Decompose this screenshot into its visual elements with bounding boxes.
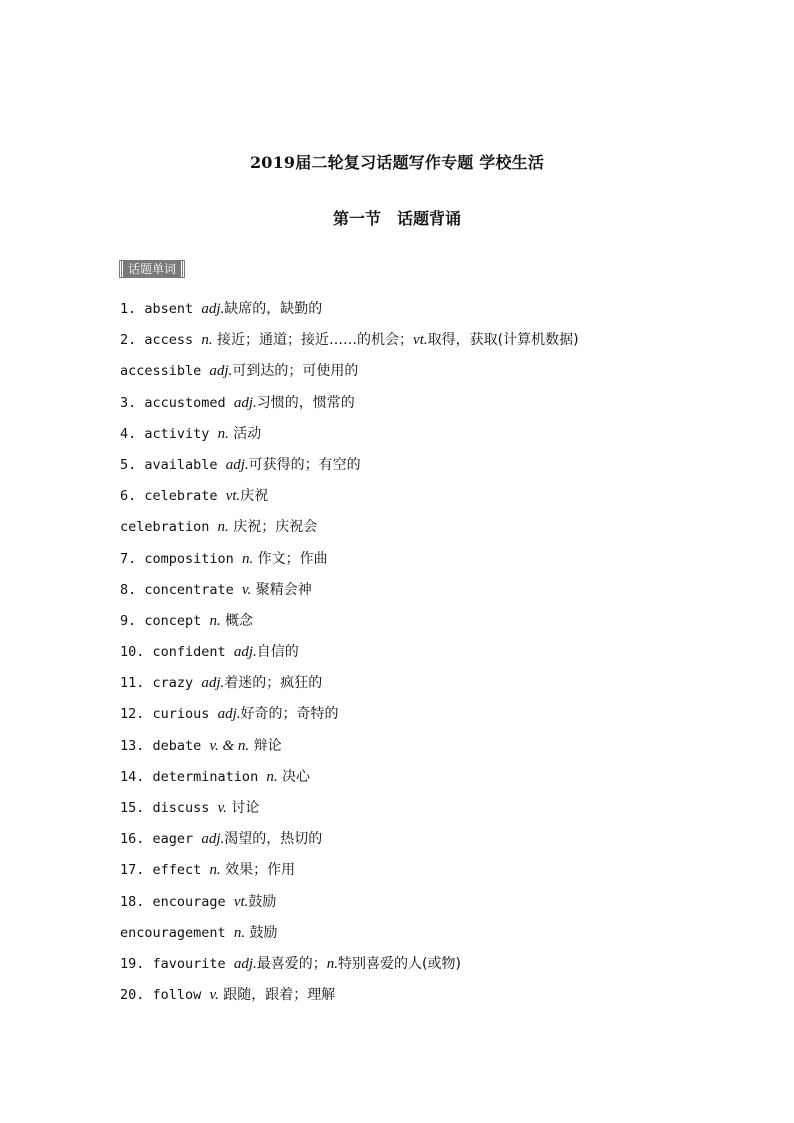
part-of-speech: v. — [217, 800, 227, 816]
entry-word: encourage — [152, 893, 226, 910]
definition: 跟随，跟着；理解 — [218, 987, 336, 1004]
entry-number: 10. — [120, 644, 145, 661]
definition: 效果；作用 — [220, 862, 296, 879]
entry-number: 2. — [120, 332, 137, 349]
definition: 活动 — [228, 425, 262, 442]
definition: 取得，获取(计算机数据) — [427, 332, 579, 349]
entry-number: 8. — [120, 581, 137, 598]
part-of-speech: n. — [326, 955, 338, 972]
entry-word: discuss — [152, 800, 210, 816]
entry-word: concentrate — [144, 581, 234, 598]
entry-word: concept — [144, 612, 202, 629]
vocab-entry — [120, 701, 740, 732]
vocab-entry — [120, 358, 740, 389]
vocab-entry — [120, 390, 740, 421]
entry-word: debate — [152, 737, 202, 754]
entry-word: accessible — [120, 363, 202, 380]
entry-word: confident — [152, 644, 226, 661]
vocab-entry — [120, 452, 740, 483]
entry-word: accustomed — [144, 394, 226, 411]
definition: 庆祝；庆祝会 — [228, 519, 318, 536]
part-of-speech: v. & n. — [209, 737, 250, 754]
entry-word: eager — [152, 831, 194, 848]
entry-word: celebrate — [144, 488, 218, 505]
vocab-entry — [120, 327, 740, 358]
vocab-entry — [120, 982, 740, 1013]
entry-number: 5. — [120, 456, 137, 473]
vocab-entry — [120, 795, 740, 826]
definition: 可获得的；有空的 — [248, 456, 361, 473]
part-of-speech: adj. — [233, 644, 257, 661]
definition: 作文；作曲 — [253, 550, 328, 567]
part-of-speech: n. — [201, 332, 213, 349]
part-of-speech: adj. — [225, 456, 249, 473]
entry-number: 11. — [120, 675, 145, 692]
entry-number: 14. — [120, 768, 145, 785]
part-of-speech: n. — [217, 425, 229, 442]
vocab-entry — [120, 733, 740, 764]
entry-number: 20. — [120, 987, 145, 1004]
part-of-speech: adj. — [233, 955, 257, 972]
vocab-entry — [120, 421, 740, 452]
part-of-speech: n. — [209, 612, 221, 629]
part-of-speech: vt. — [233, 893, 249, 910]
definition: 概念 — [220, 612, 254, 629]
entry-word: determination — [152, 768, 259, 785]
vocab-entry — [120, 577, 740, 608]
part-of-speech: vt. — [225, 488, 241, 505]
entry-word: absent — [144, 301, 194, 317]
vocab-entry — [120, 920, 740, 951]
definition: 渴望的，热切的 — [224, 831, 323, 848]
definition: 鼓励 — [245, 924, 278, 941]
vocab-entry — [120, 608, 740, 639]
entry-word: access — [144, 332, 194, 349]
part-of-speech: adj. — [201, 301, 225, 317]
vocab-entry — [120, 951, 740, 982]
vocab-entry — [120, 514, 740, 545]
part-of-speech: n. — [217, 519, 229, 536]
part-of-speech: v. — [209, 987, 219, 1004]
part-of-speech: adj. — [201, 831, 225, 848]
definition: 缺席的，缺勤的 — [224, 301, 323, 317]
part-of-speech: adj. — [201, 675, 225, 692]
vocab-entry — [120, 296, 740, 327]
vocab-entry — [120, 483, 740, 514]
entry-number: 16. — [120, 831, 145, 848]
definition: 最喜爱的； — [256, 955, 327, 972]
vocab-entry — [120, 826, 740, 857]
entry-number: 1. — [120, 301, 137, 317]
entry-number: 17. — [120, 862, 145, 879]
definition: 聚精会神 — [251, 581, 312, 598]
part-of-speech: n. — [209, 862, 221, 879]
entry-word: crazy — [152, 675, 194, 692]
part-of-speech: n. — [233, 924, 246, 941]
vocab-entry — [120, 639, 740, 670]
part-of-speech: adj. — [209, 363, 233, 380]
entry-word: curious — [152, 706, 210, 723]
entry-word: encouragement — [120, 924, 226, 941]
entry-word: favourite — [152, 955, 226, 972]
part-of-speech: n. — [241, 550, 254, 567]
entry-number: 6. — [120, 488, 137, 505]
vocabulary-list — [120, 296, 740, 1013]
entry-word: follow — [152, 987, 202, 1004]
entry-number: 12. — [120, 706, 145, 723]
entry-word: effect — [152, 862, 202, 879]
definition: 接近；通道；接近……的机会； — [212, 332, 414, 349]
topic-words-tag: 话题单词 — [120, 261, 184, 277]
entry-number: 3. — [120, 394, 137, 411]
part-of-speech: n. — [266, 768, 278, 785]
definition: 庆祝 — [240, 488, 269, 505]
definition: 鼓励 — [248, 893, 277, 910]
vocab-entry — [120, 764, 740, 795]
definition: 特别喜爱的人(或物) — [338, 955, 461, 972]
vocab-entry — [120, 546, 740, 577]
entry-number: 4. — [120, 425, 137, 442]
vocab-entry — [120, 857, 740, 888]
part-of-speech: adj. — [217, 706, 241, 723]
entry-number: 7. — [120, 550, 137, 567]
part-of-speech: adj. — [233, 394, 257, 411]
definition: 可到达的；可使用的 — [232, 363, 359, 380]
definition: 决心 — [277, 768, 311, 785]
entry-number: 15. — [120, 800, 145, 816]
definition: 好奇的；奇特的 — [240, 706, 339, 723]
part-of-speech: vt. — [413, 332, 428, 349]
entry-number: 13. — [120, 737, 145, 754]
vocab-entry — [120, 889, 740, 920]
entry-word: composition — [144, 550, 234, 567]
vocab-entry — [120, 670, 740, 701]
definition: 习惯的，惯常的 — [256, 394, 355, 411]
definition: 着迷的；疯狂的 — [224, 675, 323, 692]
part-of-speech: v. — [241, 581, 252, 598]
entry-number: 19. — [120, 955, 145, 972]
entry-word: available — [144, 456, 218, 473]
entry-number: 18. — [120, 893, 145, 910]
definition: 辩论 — [249, 737, 282, 754]
entry-number: 9. — [120, 612, 137, 629]
definition: 自信的 — [256, 644, 299, 661]
section-heading: 第一节 话题背诵 — [332, 209, 461, 228]
entry-word: activity — [144, 425, 210, 442]
document-title: 2019届二轮复习话题写作专题 学校生活 — [249, 153, 545, 172]
entry-word: celebration — [120, 519, 210, 536]
definition: 讨论 — [226, 800, 260, 816]
